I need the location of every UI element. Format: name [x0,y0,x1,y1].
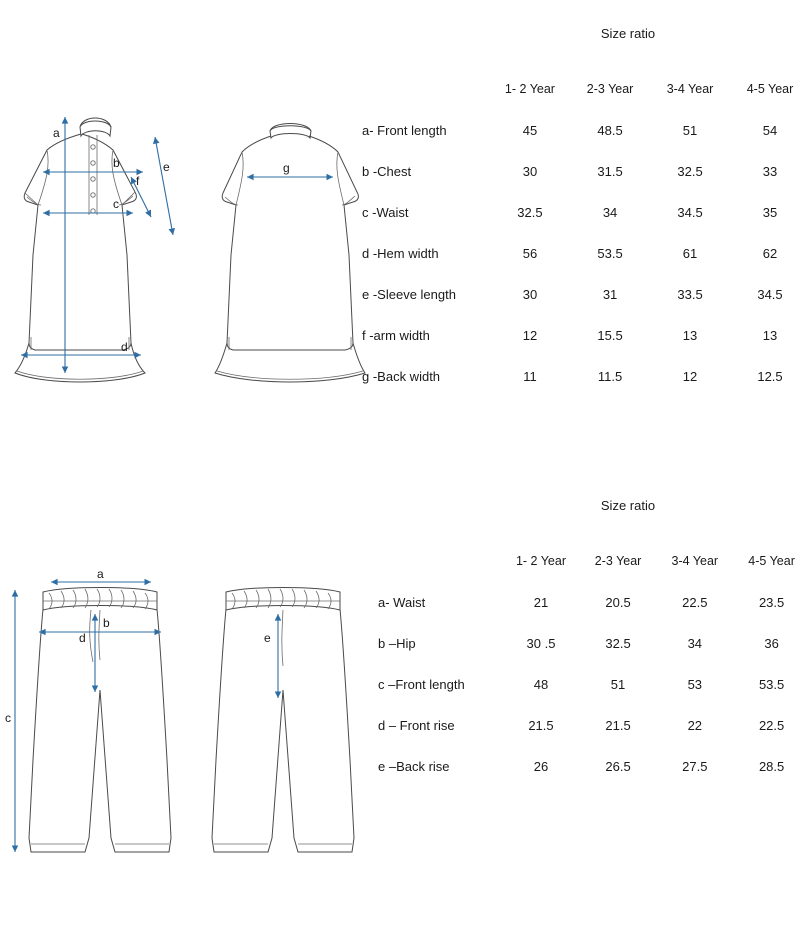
kurta-cell-b-3: 32.5 [677,164,703,179]
pant-row-label-e: e –Back rise [378,759,450,774]
kurta-cell-d-4: 62 [762,246,778,261]
table-row [378,746,810,787]
pant-col-blank [378,550,502,582]
kurta-cell-a-1: 45 [522,123,538,138]
pant-size-ratio-title: Size ratio [600,498,656,513]
pant-cell-b-4: 36 [764,636,779,651]
pant-cell-d-2: 21.5 [605,718,631,733]
kurta-cell-c-3: 34.5 [677,205,703,220]
kurta-size-table [362,78,810,397]
table-row [378,582,810,623]
kurta-cell-e-1: 30 [522,287,538,302]
pant-row-label-d: d – Front rise [378,718,455,733]
kurta-cell-f-4: 13 [762,328,778,343]
kurta-front-marker-e: e [163,160,170,174]
pant-cell-a-2: 20.5 [605,595,631,610]
pant-cell-a-3: 22.5 [682,595,708,610]
kurta-cell-b-1: 30 [522,164,538,179]
table-row [362,110,810,151]
kurta-cell-a-4: 54 [762,123,778,138]
pant-cell-d-1: 21.5 [528,718,554,733]
pant-col-1: 1- 2 Year [515,554,566,568]
kurta-row-label-a: a- Front length [362,123,447,138]
kurta-cell-b-4: 33 [762,164,778,179]
kurta-size-table-wrapper [362,78,810,397]
pant-cell-e-4: 28.5 [758,759,785,774]
kurta-front-marker-d: d [121,340,128,354]
kurta-row-label-g: g -Back width [362,369,441,384]
kurta-cell-e-2: 31 [602,287,618,302]
pant-back-marker-e: e [264,631,271,645]
kurta-col-2: 2-3 Year [586,82,634,96]
kurta-row-label-d: d -Hem width [362,246,439,261]
kurta-cell-d-1: 56 [522,246,538,261]
kurta-front-illustration [5,105,200,395]
kurta-front-marker-b: b [113,156,120,170]
table-header-row [362,78,810,110]
pant-cell-e-3: 27.5 [682,759,708,774]
pant-front-marker-c: c [5,711,11,725]
pant-cell-a-1: 21 [533,595,549,610]
table-row [362,233,810,274]
kurta-col-4: 4-5 Year [746,82,794,96]
kurta-front-marker-a: a [53,126,60,140]
kurta-back-illustration [215,105,380,395]
kurta-cell-f-2: 15.5 [597,328,623,343]
pant-cell-c-3: 53 [687,677,703,692]
table-row [362,274,810,315]
kurta-front-marker-c: c [113,197,119,211]
kurta-col-1: 1- 2 Year [504,82,555,96]
kurta-row-label-b: b -Chest [362,164,412,179]
pant-cell-c-2: 51 [610,677,626,692]
table-row [362,315,810,356]
pant-front-marker-b: b [103,616,110,630]
kurta-cell-g-4: 12.5 [757,369,783,384]
kurta-cell-f-1: 12 [522,328,538,343]
pant-front-marker-a: a [97,567,104,581]
kurta-front-marker-f: f [136,174,140,188]
pant-cell-b-3: 34 [687,636,703,651]
pant-cell-c-1: 48 [533,677,549,692]
kurta-back-marker-g: g [283,161,290,175]
pant-back-illustration [212,570,362,900]
kurta-cell-a-3: 51 [682,123,698,138]
kurta-cell-g-2: 11.5 [597,369,623,384]
pant-cell-a-4: 23.5 [758,595,785,610]
kurta-row-label-e: e -Sleeve length [362,287,456,302]
pant-section [0,470,810,927]
pant-cell-b-1: 30 .5 [526,636,556,651]
pant-cell-c-4: 53.5 [758,677,785,692]
kurta-cell-c-4: 35 [762,205,778,220]
pant-row-label-a: a- Waist [378,595,426,610]
kurta-row-label-f: f -arm width [362,328,430,343]
table-row [378,705,810,746]
table-row [362,151,810,192]
kurta-col-3: 3-4 Year [666,82,714,96]
pant-cell-e-1: 26 [533,759,549,774]
pant-cell-d-3: 22 [687,718,703,733]
kurta-cell-a-2: 48.5 [597,123,623,138]
kurta-cell-d-3: 61 [682,246,698,261]
kurta-row-label-c: c -Waist [362,205,409,220]
pant-row-label-b: b –Hip [378,636,416,651]
kurta-cell-e-3: 33.5 [677,287,703,302]
kurta-cell-d-2: 53.5 [597,246,623,261]
pant-col-4: 4-5 Year [748,554,795,568]
pant-front-marker-d: d [79,631,86,645]
kurta-cell-c-1: 32.5 [517,205,543,220]
table-row [362,192,810,233]
kurta-cell-b-2: 31.5 [597,164,623,179]
pant-size-table-wrapper [378,550,810,787]
table-row [378,664,810,705]
kurta-cell-f-3: 13 [682,328,698,343]
pant-col-3: 3-4 Year [671,554,719,568]
table-row [378,623,810,664]
pant-cell-b-2: 32.5 [605,636,631,651]
table-header-row [378,550,810,582]
pant-cell-d-4: 22.5 [758,718,785,733]
kurta-cell-g-1: 11 [523,369,537,384]
pant-cell-e-2: 26.5 [605,759,631,774]
kurta-size-ratio-title: Size ratio [600,26,656,41]
pant-front-illustration [5,567,205,900]
pant-size-table [378,550,810,787]
pant-col-2: 2-3 Year [594,554,642,568]
pant-row-label-c: c –Front length [378,677,465,692]
kurta-cell-c-2: 34 [602,205,618,220]
kurta-cell-g-3: 12 [682,369,698,384]
kurta-cell-e-4: 34.5 [757,287,783,302]
table-row [362,356,810,397]
kurta-col-blank [362,78,490,110]
